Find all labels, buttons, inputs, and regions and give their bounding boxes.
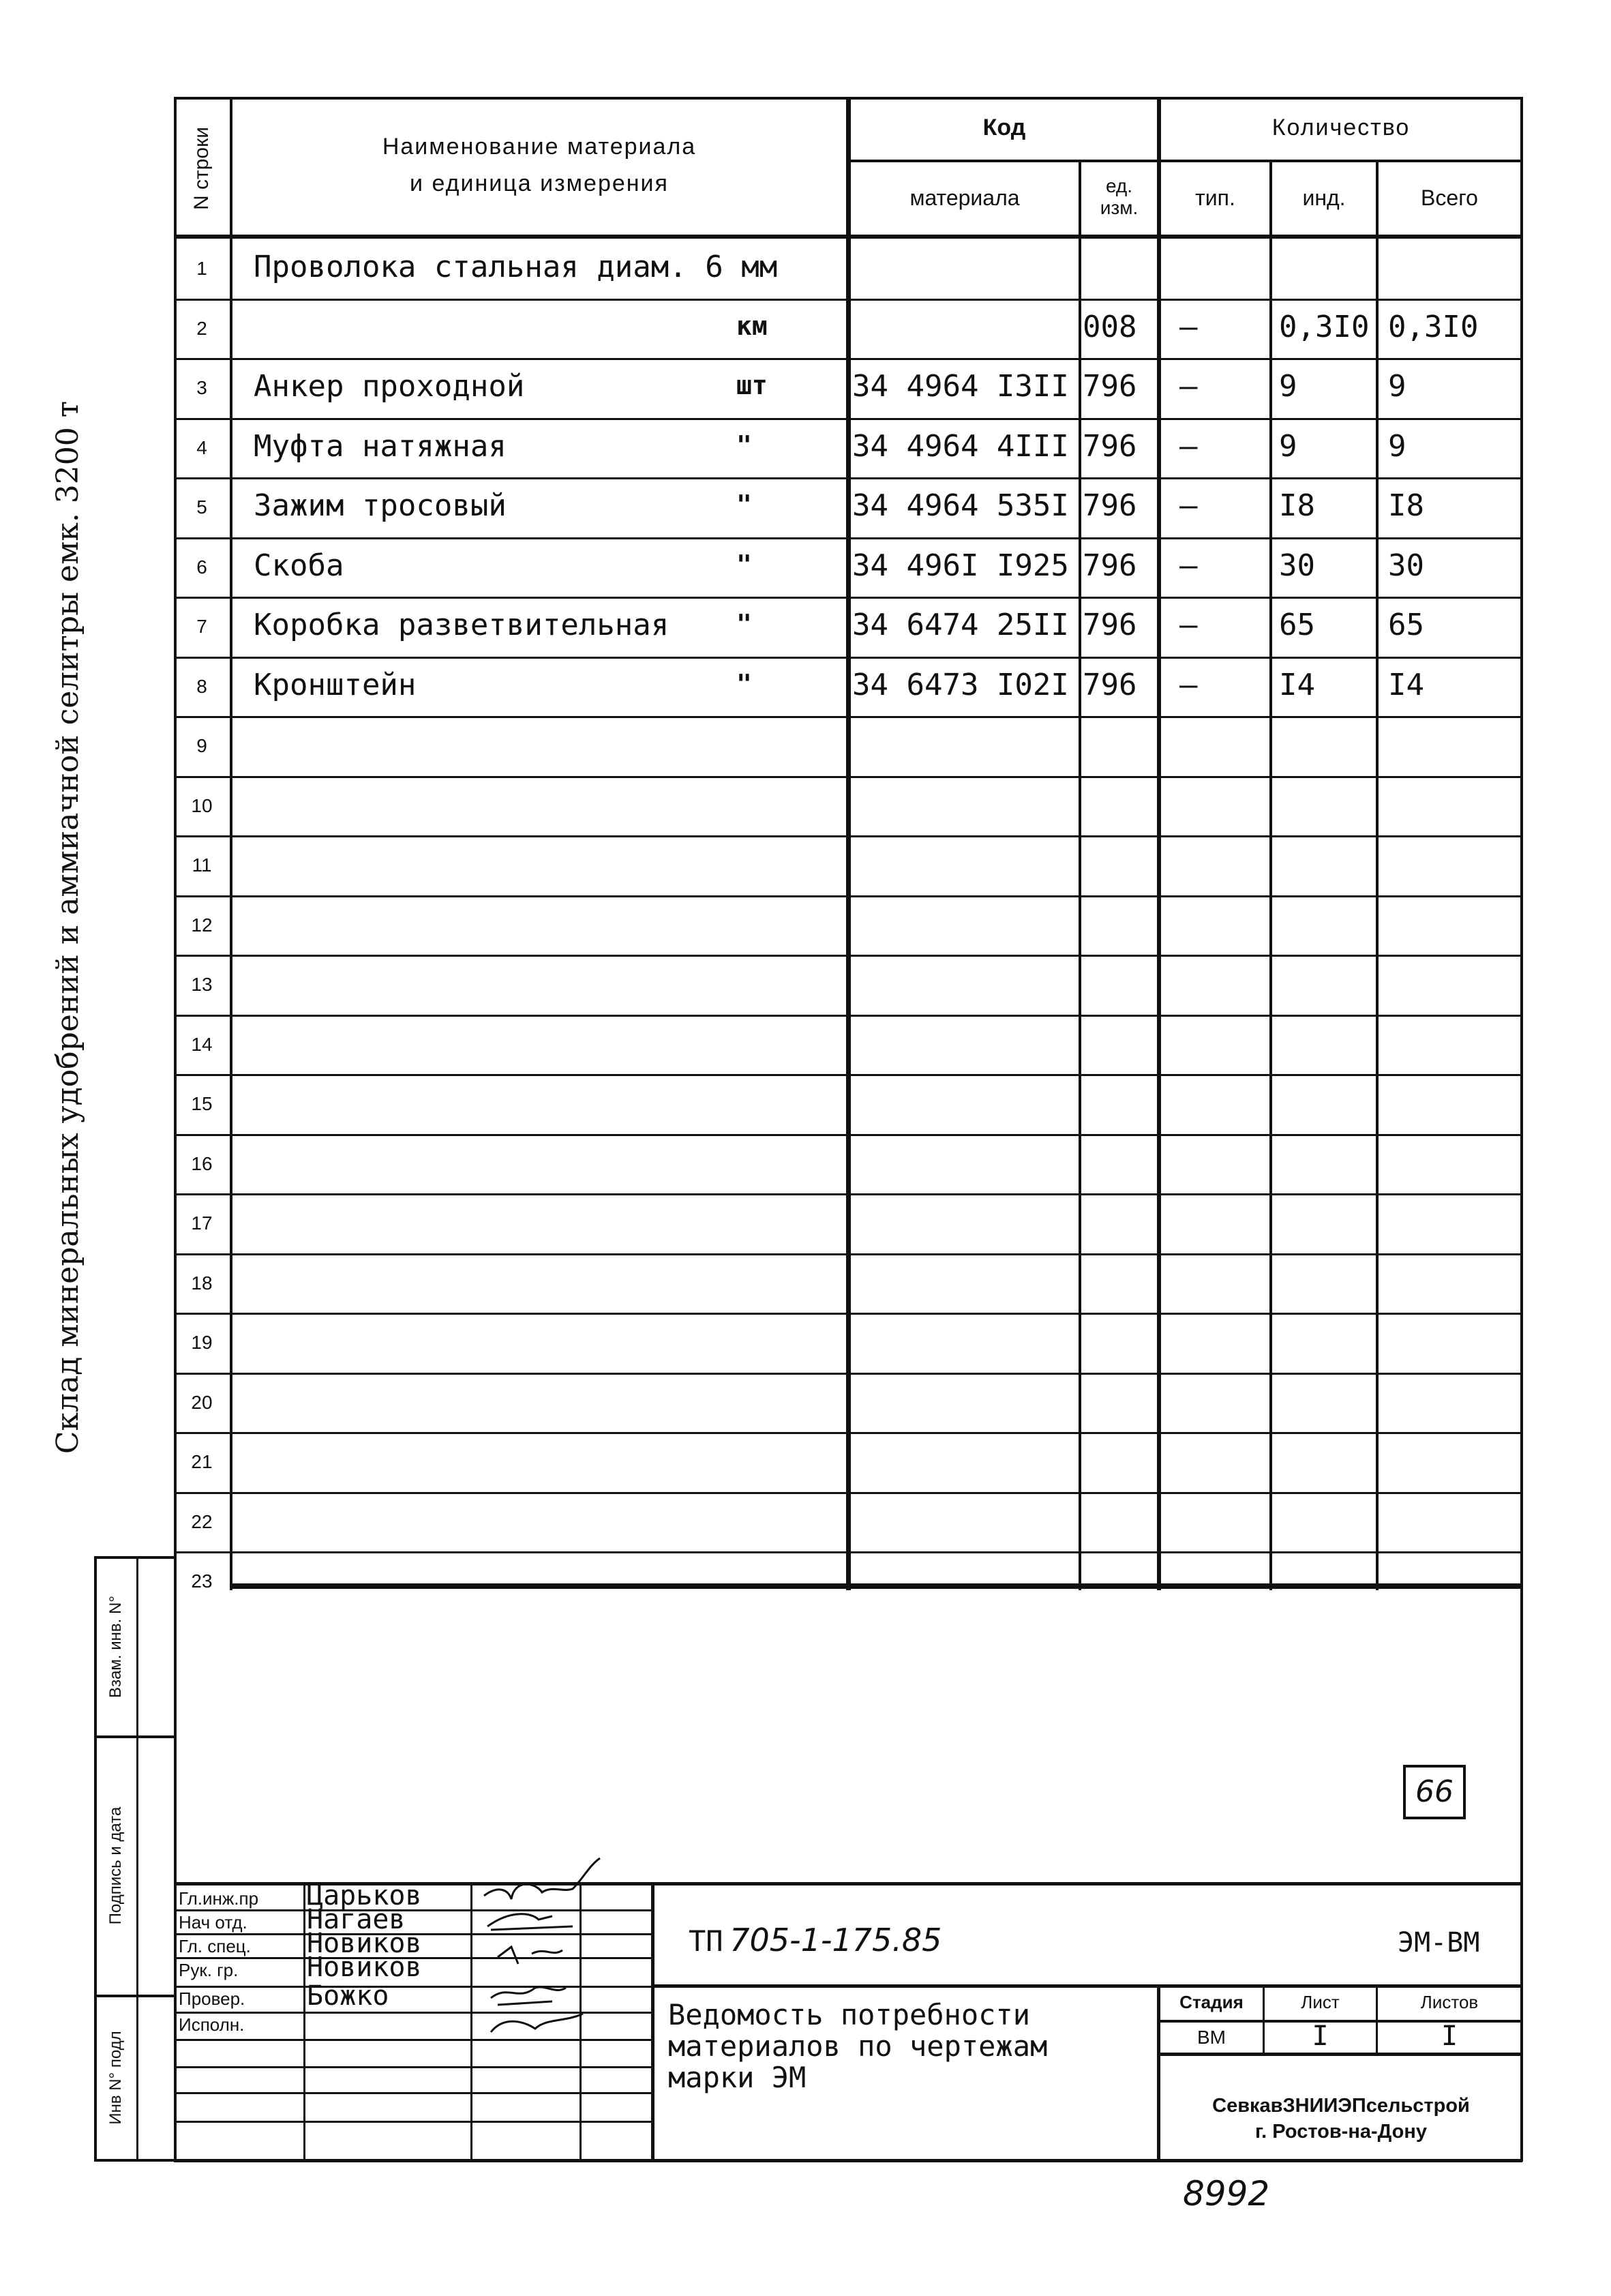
header-code-material: материала [909, 185, 1020, 210]
header-qty-total: Всего [1421, 185, 1478, 210]
row-number: 15 [191, 1093, 213, 1114]
row-separator [174, 1373, 1522, 1375]
qty-total: 0,3I0 [1388, 310, 1479, 344]
inv-replace-label: Взам. инв. N° [106, 1596, 125, 1698]
row-separator [174, 776, 1522, 778]
header-unit-line2: изм. [1100, 197, 1139, 218]
sign-date-label: Подпись и дата [106, 1806, 125, 1925]
row-separator [174, 1432, 1522, 1434]
qty-ind: 9 [1279, 369, 1297, 404]
row-number: 6 [196, 556, 207, 578]
material-name: Скоба [254, 548, 344, 583]
unit-code: 796 [1083, 548, 1137, 583]
material-unit: км [736, 311, 768, 341]
material-unit: " [736, 669, 752, 699]
qty-ind: 30 [1279, 548, 1315, 583]
row-number: 13 [191, 974, 213, 995]
row-separator [174, 537, 1522, 539]
row-separator [174, 1551, 1522, 1553]
qty-type: – [1179, 369, 1198, 404]
row-separator [174, 955, 1522, 957]
archive-number: 8992 [1183, 2174, 1270, 2213]
row-number: 3 [196, 377, 207, 398]
row-separator [174, 358, 1522, 360]
header-row-number: N строки [190, 127, 213, 210]
qty-type: – [1179, 488, 1198, 523]
stamp-role: Гл.инж.пр [179, 1888, 259, 1909]
qty-total: I4 [1388, 668, 1424, 702]
stage-value: ВМ [1197, 2027, 1226, 2048]
row-separator [174, 1253, 1522, 1255]
header-code: Код [982, 115, 1026, 140]
material-name: Муфта натяжная [254, 429, 507, 464]
qty-total: 30 [1388, 548, 1424, 583]
row-separator [174, 477, 1522, 479]
unit-code: 796 [1083, 369, 1137, 404]
row-number: 21 [191, 1451, 213, 1472]
side-title: Склад минеральных удобрений и аммиачной селитры емк. 3200 т [50, 400, 85, 1455]
qty-ind: I8 [1279, 488, 1315, 523]
qty-total: 9 [1388, 429, 1406, 464]
stamp-person-name: Новиков [307, 1928, 422, 1959]
doc-mark: ЭМ-ВМ [1398, 1927, 1480, 1958]
row-number: 7 [196, 616, 207, 637]
stamp-role: Гл. спец. [179, 1936, 251, 1956]
material-code: 34 6473 I02I [852, 668, 1069, 702]
org-line2: г. Ростов-на-Дону [1254, 2121, 1428, 2143]
stamp-person-name: Божко [307, 1980, 389, 2012]
unit-code: 796 [1083, 488, 1137, 523]
material-name: Кронштейн [254, 668, 417, 702]
row-number: 4 [196, 437, 207, 458]
qty-ind: 9 [1279, 429, 1297, 464]
material-code: 34 6474 25II [852, 608, 1069, 642]
qty-type: – [1179, 310, 1198, 344]
row-number: 17 [191, 1212, 213, 1234]
material-unit: " [736, 609, 752, 639]
qty-total: I8 [1388, 488, 1424, 523]
sheet-value: I [1312, 2021, 1329, 2052]
row-number: 8 [196, 676, 207, 697]
stamp-role: Нач отд. [179, 1912, 247, 1933]
doc-title-line1: Ведомость потребности [668, 1998, 1031, 2031]
material-unit: " [736, 490, 752, 520]
row-number: 1 [196, 258, 207, 279]
material-unit: " [736, 430, 752, 460]
doc-code-number: 705-1-175.85 [729, 1922, 942, 1958]
doc-title-line3: марки ЭМ [668, 2061, 807, 2094]
stamp-role: Провер. [179, 1988, 245, 2009]
row-number: 11 [192, 854, 212, 876]
row-number: 2 [196, 318, 207, 339]
row-number: 14 [191, 1034, 213, 1055]
doc-code [689, 1922, 942, 1958]
row-separator [174, 418, 1522, 420]
doc-title-line2: материалов по чертежам [668, 2029, 1048, 2063]
header-quantity: Количество [1271, 115, 1411, 140]
row-separator [174, 1492, 1522, 1494]
unit-code: 796 [1083, 668, 1137, 702]
sheets-label: Листов [1420, 1992, 1479, 2012]
stamp-person-name: Новиков [307, 1952, 422, 1983]
row-number: 12 [191, 914, 213, 936]
material-name: Коробка разветвительная [254, 608, 669, 642]
stage-label: Стадия [1179, 1992, 1244, 2012]
material-name: Проволока стальная диам. 6 мм [254, 250, 778, 284]
row-number: 18 [191, 1272, 213, 1294]
qty-total: 65 [1388, 608, 1424, 642]
row-number: 16 [191, 1153, 213, 1174]
material-code: 34 4964 4III [852, 429, 1069, 464]
page-badge [1403, 1765, 1466, 1819]
row-number: 5 [196, 496, 207, 518]
row-separator [174, 597, 1522, 599]
header-name-line2: и единица измерения [410, 170, 669, 196]
row-separator [174, 895, 1522, 897]
qty-ind: 65 [1279, 608, 1315, 642]
material-code: 34 496I I925 [852, 548, 1069, 583]
row-separator [174, 716, 1522, 718]
row-number: 10 [191, 795, 213, 816]
row-separator [174, 1074, 1522, 1076]
inv-original-label: Инв N° подл [106, 2031, 125, 2125]
row-separator [174, 1193, 1522, 1195]
material-code: 34 4964 535I [852, 488, 1069, 523]
row-number: 22 [191, 1511, 213, 1532]
stamp-person-name: Царьков [307, 1880, 422, 1911]
header-unit-line1: ед. [1105, 175, 1133, 196]
row-separator [174, 1313, 1522, 1315]
stamp-person-name: Нагаев [307, 1904, 406, 1935]
row-number: 19 [191, 1332, 213, 1353]
qty-type: – [1179, 548, 1198, 583]
qty-type: – [1179, 429, 1198, 464]
unit-code: 796 [1083, 429, 1137, 464]
row-separator [174, 299, 1522, 301]
sheets-value: I [1441, 2021, 1458, 2052]
doc-code-prefix: ТП [689, 1924, 723, 1958]
row-number: 9 [196, 735, 207, 756]
material-name: Зажим тросовый [254, 488, 507, 523]
header-qty-type: тип. [1195, 185, 1235, 210]
sheet-label: Лист [1301, 1992, 1340, 2012]
row-separator [174, 657, 1522, 659]
row-number: 20 [191, 1392, 213, 1413]
stamp-role: Рук. гр. [179, 1960, 239, 1980]
qty-ind: I4 [1279, 668, 1315, 702]
header-name-line1: Наименование материала [382, 134, 697, 160]
org-line1: СевкавЗНИИЭПсельстрой [1212, 2095, 1470, 2117]
material-code: 34 4964 I3II [852, 369, 1069, 404]
material-name: Анкер проходной [254, 369, 525, 404]
row-separator [174, 1134, 1522, 1136]
signatures [470, 1851, 607, 2138]
qty-total: 9 [1388, 369, 1406, 404]
material-unit: шт [736, 370, 768, 400]
row-separator [174, 1015, 1522, 1017]
stamp-role: Исполн. [179, 2014, 245, 2035]
header-qty-ind: инд. [1302, 185, 1346, 210]
qty-type: – [1179, 668, 1198, 702]
row-number: 23 [191, 1570, 213, 1592]
page-badge-number: 66 [1415, 1774, 1454, 1809]
unit-code: 796 [1083, 608, 1137, 642]
unit-code: 008 [1083, 310, 1137, 344]
qty-type: – [1179, 608, 1198, 642]
material-unit: " [736, 550, 752, 580]
row-separator [174, 835, 1522, 837]
qty-ind: 0,3I0 [1279, 310, 1370, 344]
